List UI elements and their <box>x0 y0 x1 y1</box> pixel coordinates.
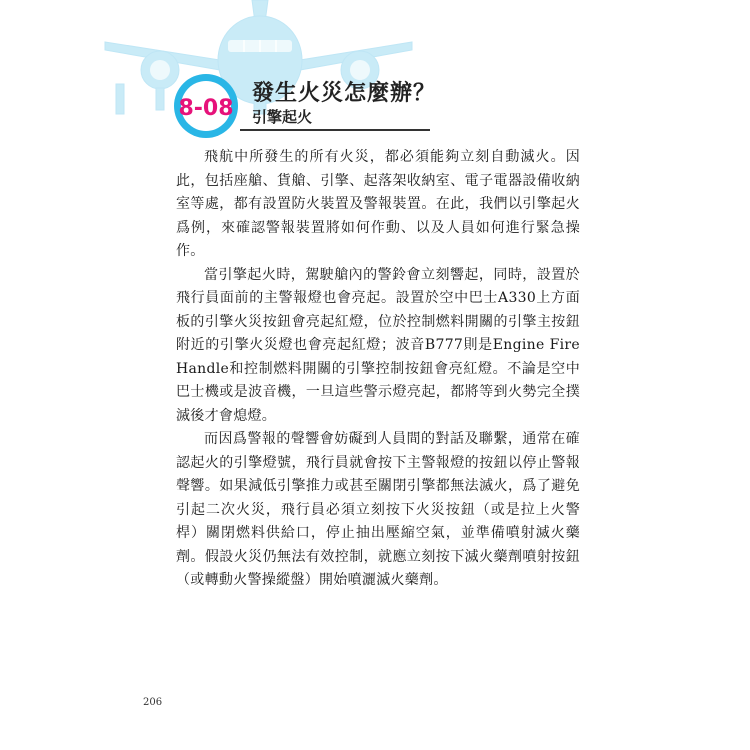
title-divider <box>240 129 430 131</box>
page-subtitle: 引擎起火 <box>252 108 313 126</box>
section-badge-circle <box>172 72 240 140</box>
page-title: 發生火災怎麼辦？ <box>252 80 437 106</box>
section-badge <box>172 72 240 140</box>
section-number: 8-08 <box>178 96 234 121</box>
paragraph: 而因爲警報的聲響會妨礙到人員間的對話及聯繫，通常在確認起火的引擎燈號，飛行員就會按下主警報燈的按鈕以停止警報聲響。如果減低引擎推力或甚至關閉引擎都無法滅火，爲了避免引起二次火災，飛行員必須立刻按下火災按鈕（或是拉上火警桿）關閉燃料供給口，停止抽出壓縮空氣，並準備噴射滅火藥劑。假設火災仍無法有效控制，就應立刻按下滅火藥劑噴射按鈕（或轉動火警操縱盤）開始噴灑滅火藥劑。 <box>176 431 580 588</box>
paragraph: 當引擎起火時，駕駛艙內的警鈴會立刻響起，同時，設置於飛行員面前的主警報燈也會亮起。設置於空中巴士A330上方面板的引擎火災按鈕會亮起紅燈，位於控制燃料開關的引擎主按鈕附近的引擎火災燈也會亮起紅燈；波音B777則是Engine Fire Handle和控制燃料開關的引擎控制按鈕會亮紅燈。不論是空中巴士機或是波音機，一旦這些警示燈亮起，都將等到火勢完全撲滅後才會熄燈。 <box>176 266 580 424</box>
body-text <box>176 146 580 593</box>
paragraph: 飛航中所發生的所有火災，都必須能夠立刻自動滅火。因此，包括座艙、貨艙、引擎、起落架收納室、電子電器設備收納室等處，都有設置防火裝置及警報裝置。在此，我們以引擎起火爲例，來確認警報裝置將如何作動、以及人員如何進行緊急操作。 <box>176 149 580 259</box>
page-number: 206 <box>143 697 163 708</box>
